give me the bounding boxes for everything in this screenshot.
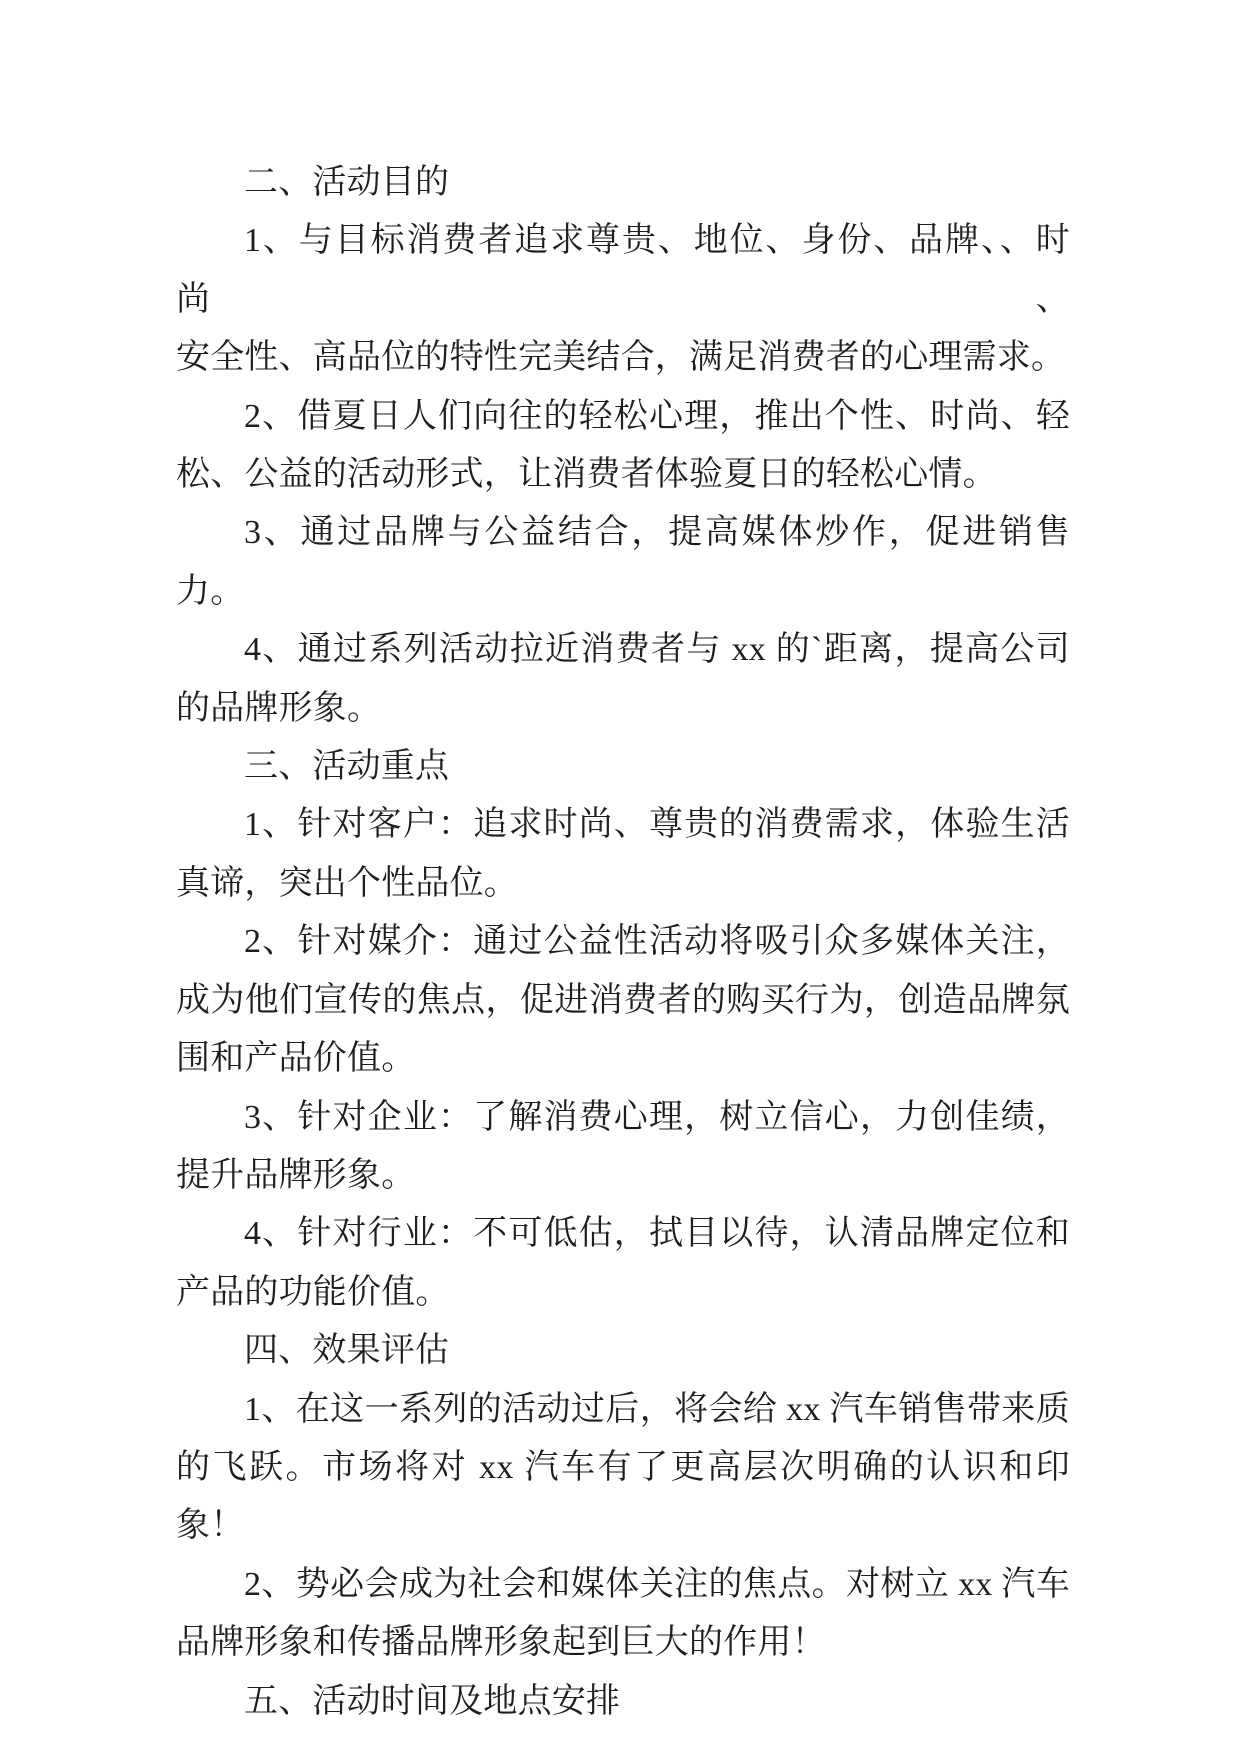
paragraph-line: 成为他们宣传的焦点，促进消费者的购买行为，创造品牌氛	[176, 981, 1070, 1019]
paragraph-line: 安全性、高品位的特性完美结合，满足消费者的心理需求。	[176, 339, 1066, 377]
paragraph-line: 真谛，突出个性品位。	[176, 864, 518, 902]
section-heading-line: 四、效果评估	[244, 1332, 450, 1370]
section-heading-line: 五、活动时间及地点安排	[244, 1682, 621, 1720]
paragraph-line: 2、势必会成为社会和媒体关注的焦点。对树立 xx 汽车	[244, 1565, 1070, 1603]
paragraph-line: 4、通过系列活动拉近消费者与 xx 的`距离，提高公司	[244, 631, 1070, 669]
paragraph-line: 2、借夏日人们向往的轻松心理，推出个性、时尚、轻	[244, 397, 1070, 435]
paragraph-line: 围和产品价值。	[176, 1040, 416, 1078]
paragraph-line: 提升品牌形象。	[176, 1156, 416, 1194]
section-heading-line: 二、活动目的	[244, 164, 450, 201]
paragraph-line: 1、与目标消费者追求尊贵、地位、身份、品牌、、时尚、	[176, 222, 1070, 318]
paragraph-line: 1、针对客户：追求时尚、尊贵的消费需求，体验生活	[244, 806, 1070, 844]
document-content	[176, 154, 1070, 1731]
paragraph-line: 3、通过品牌与公益结合，提高媒体炒作，促进销售力。	[176, 514, 1070, 610]
paragraph-line: 4、针对行业：不可低估，拭目以待，认清品牌定位和	[244, 1215, 1070, 1253]
paragraph-line: 品牌形象和传播品牌形象起到巨大的作用！	[176, 1624, 826, 1662]
paragraph-line: 产品的功能价值。	[176, 1273, 450, 1311]
paragraph-line: 3、针对企业：了解消费心理，树立信心，力创佳绩，	[244, 1098, 1070, 1136]
paragraph-line: 松、公益的活动形式，让消费者体验夏日的轻松心情。	[176, 456, 997, 494]
paragraph-line: 1、在这一系列的活动过后，将会给 xx 汽车销售带来质	[244, 1390, 1070, 1428]
paragraph-line: 2、针对媒介：通过公益性活动将吸引众多媒体关注，	[244, 923, 1070, 961]
paragraph-line: 的品牌形象。	[176, 689, 382, 727]
paragraph-line: 的飞跃。市场将对 xx 汽车有了更高层次明确的认识和印象！	[176, 1448, 1070, 1545]
section-heading-line: 三、活动重点	[244, 748, 450, 786]
